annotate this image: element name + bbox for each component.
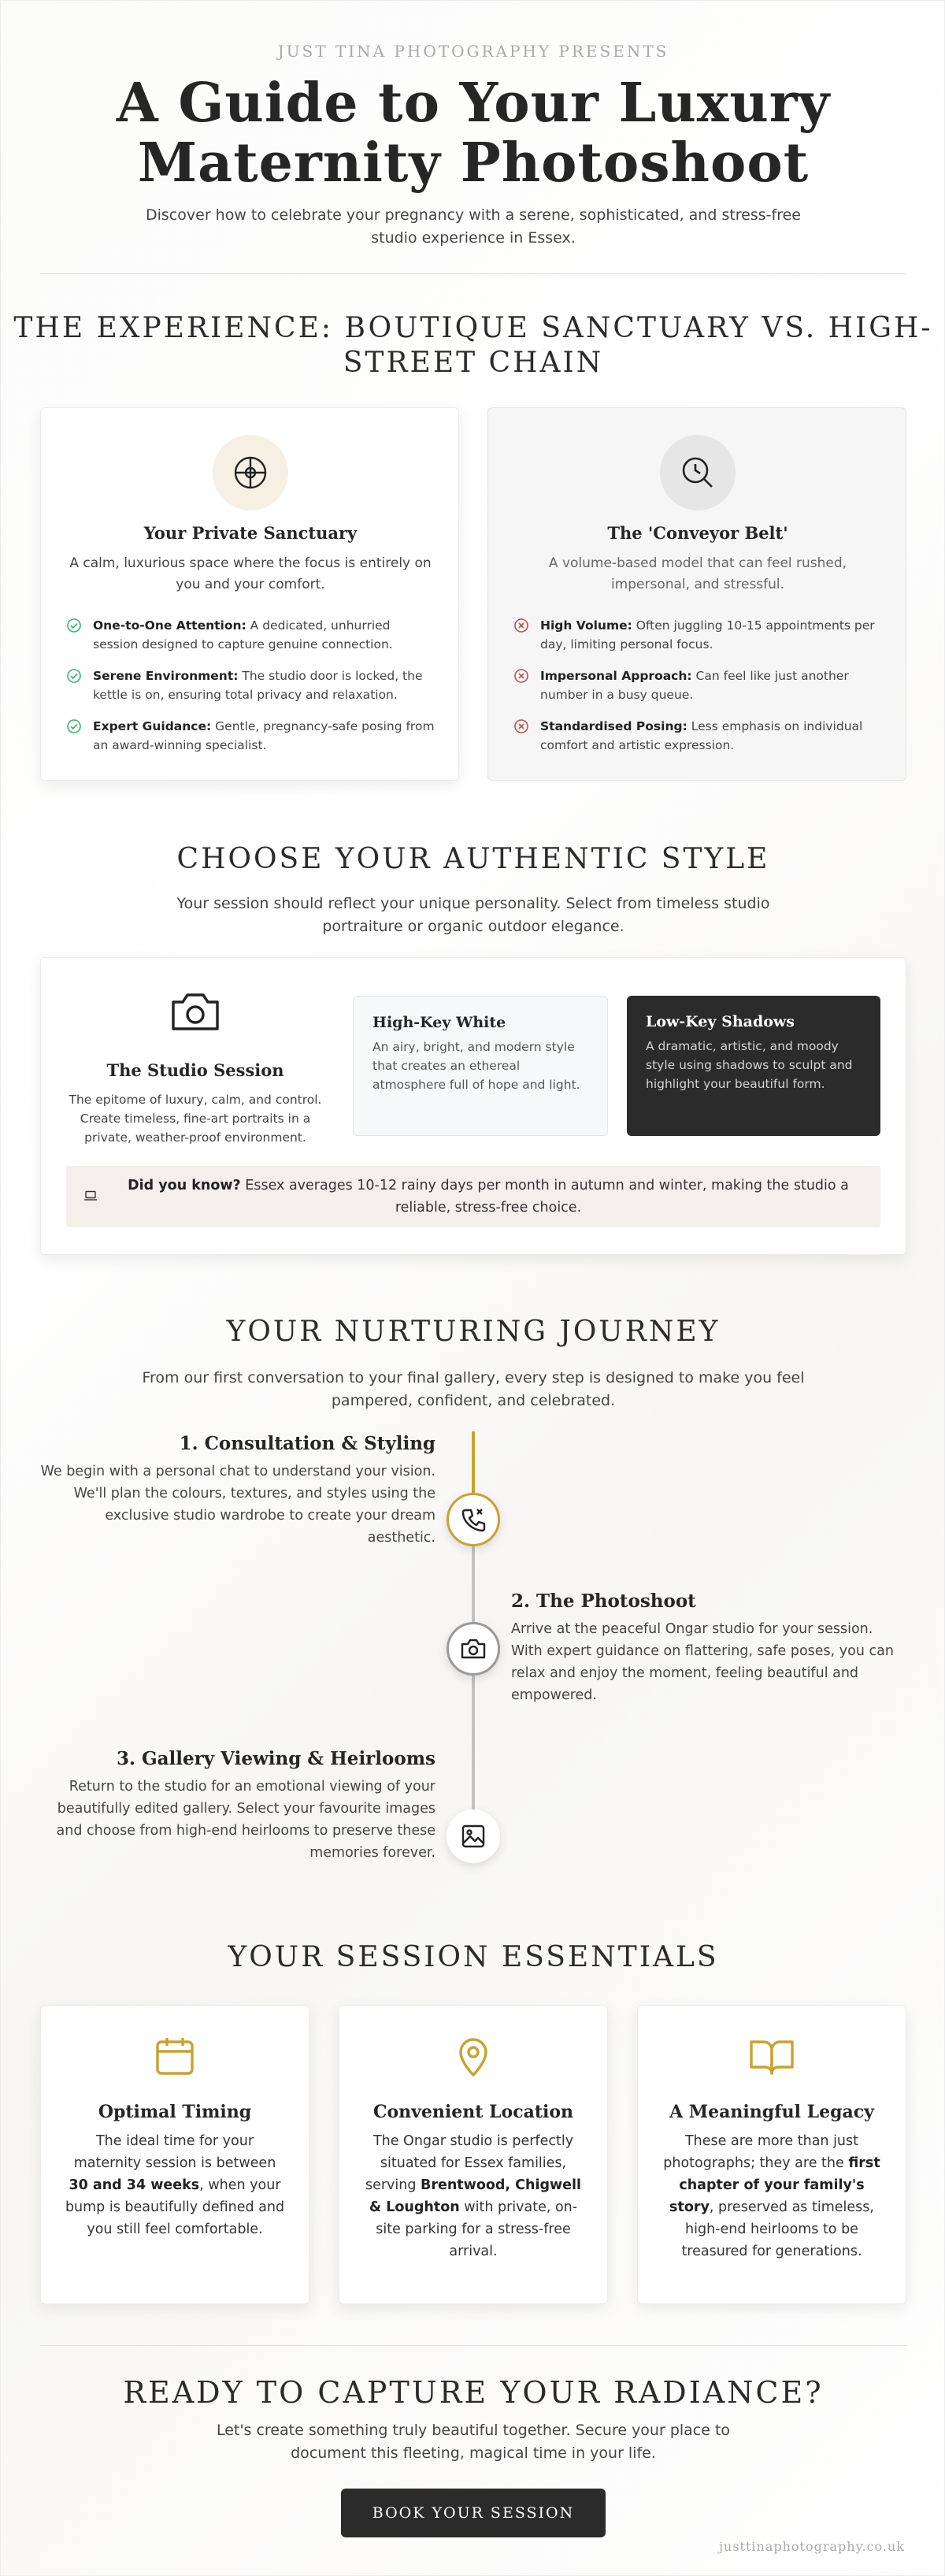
cta-sub-line2: document this fleeting, magical time in your life. [291,2444,656,2462]
did-you-know-note [66,1166,880,1227]
journey-sub-line2: pampered, confident, and celebrated. [331,1392,616,1409]
studio-desc: The epitome of luxury, calm, and control. Create timeless, fine-art portraits in a private, weather-proof environment. [69,1093,322,1145]
x-circle-icon [513,618,529,654]
style-option-low-key[interactable] [627,996,880,1136]
x-circle-icon [513,668,529,704]
feature-text: Expert Guidance: Gentle, pregnancy-safe posing from an award-winning specialist. [93,719,435,752]
feature-item [66,666,436,704]
book-session-button[interactable]: BOOK YOUR SESSION [341,2489,606,2537]
essential-card-location [339,2005,608,2304]
option-desc: A dramatic, artistic, and moody style using shadows to sculpt and highlight your beautiful form. [646,1039,853,1091]
feature-item [66,616,436,654]
step-desc: Arrive at the peaceful Ongar studio for your session. With expert guidance on flattering, safe poses, you can relax and enjoy the moment, feeling beautiful and empowered. [511,1621,894,1703]
option-title: High-Key White [372,1014,506,1031]
essential-title: A Meaningful Legacy [669,2102,874,2122]
step-title: 2. The Photoshoot [511,1591,696,1612]
camera-icon [447,1622,500,1676]
style-sub-line1: Your session should reflect your unique personality. Select from timeless studio [176,895,770,912]
feature-item [513,666,884,704]
check-icon [66,718,82,755]
essential-desc: The ideal time for your maternity session is between 30 and 34 weeks, when your bump is beautifully defined and you still feel comfortable. [65,2133,285,2237]
camera-icon [169,988,222,1038]
experience-title-line2: STREET CHAIN [343,347,604,379]
book-icon [662,2034,882,2081]
footer-url[interactable]: justtinaphotography.co.uk [719,2539,905,2554]
style-panel [40,957,906,1255]
check-icon [66,668,82,704]
style-sub-line2: portraiture or organic outdoor elegance. [322,918,624,935]
laptop-icon [83,1190,113,1204]
essential-title: Convenient Location [372,2102,574,2122]
journey-sub [119,1367,828,1412]
style-option-high-key[interactable] [353,996,608,1136]
essential-title: Optimal Timing [98,2102,252,2122]
journey-title: YOUR NURTURING JOURNEY [226,1316,721,1348]
x-circle-icon [513,718,529,755]
conveyor-title: The 'Conveyor Belt' [607,523,788,543]
essentials-title: YOUR SESSION ESSENTIALS [228,1941,719,1973]
journey-sub-line1: From our first conversation to your final gallery, every step is designed to make you feel [142,1369,805,1386]
header-lead [119,204,828,250]
journey-step-3 [40,1748,435,1864]
studio-title: The Studio Session [106,1060,284,1080]
sanctuary-card [40,407,459,781]
divider [40,273,906,274]
journey-step-1 [40,1433,435,1549]
cta-sub-line1: Let's create something truly beautiful together. Secure your place to [216,2422,731,2439]
note-text: Did you know? Essex averages 10-12 rainy days per month in autumn and winter, making the studio a reliable, stress-free choice. [128,1178,849,1216]
option-title: Low-Key Shadows [646,1013,795,1030]
experience-title-line1: THE EXPERIENCE: BOUTIQUE SANCTUARY VS. HIGH- [13,312,933,344]
page-title-line2: Maternity Photoshoot [137,132,810,195]
calendar-icon [65,2034,285,2081]
feature-text: Serene Environment: The studio door is locked, the kettle is on, ensuring total privacy and relaxation. [93,669,423,702]
essential-desc: These are more than just photographs; they are the first chapter of your family's story, preserved as timeless, high-end heirlooms to be treasured for generations. [663,2133,880,2259]
aperture-icon [213,435,288,510]
essential-desc: The Ongar studio is perfectly situated for Essex families, serving Brentwood, Chigwell & Loughton with private, on-site parking for a stress-free arrival. [365,2133,582,2259]
feature-text: One-to-One Attention: A dedicated, unhurried session designed to capture genuine connection. [93,618,393,651]
style-sub [119,893,828,938]
essential-card-timing [40,2005,309,2304]
header-lead-line2: studio experience in Essex. [371,229,576,247]
search-clock-icon [660,435,736,510]
header-lead-line1: Discover how to celebrate your pregnancy with a serene, sophisticated, and stress-free [146,206,801,224]
cta-title: READY TO CAPTURE YOUR RADIANCE? [123,2375,824,2410]
feature-text: Standardised Posing: Less emphasis on individual comfort and artistic expression. [540,719,863,752]
conveyor-features [513,616,884,755]
experience-title [1,311,945,380]
step-desc: Return to the studio for an emotional viewing of your beautifully edited gallery. Select your favourite images and choose from high-end heirlooms to preserve these memories forever. [56,1779,435,1861]
step-title: 1. Consultation & Styling [179,1433,435,1454]
sanctuary-desc: A calm, luxurious space where the focus is entirely on you and your comfort. [69,555,432,592]
timeline-line [472,1518,475,1850]
option-desc: An airy, bright, and modern style that creates an ethereal atmosphere full of hope and light. [372,1040,580,1092]
map-pin-icon [363,2034,584,2081]
feature-item [513,616,884,654]
style-title: CHOOSE YOUR AUTHENTIC STYLE [176,843,770,875]
essential-card-legacy [637,2005,906,2304]
sanctuary-features [66,616,436,755]
phone-icon [447,1493,500,1546]
feature-item [66,717,436,755]
step-desc: We begin with a personal chat to understand your vision. We'll plan the colours, textures, and styles using the exclusive studio wardrobe to create your dream aesthetic. [40,1464,435,1546]
divider [40,2345,906,2346]
sanctuary-title: Your Private Sanctuary [143,523,358,543]
header-kicker: JUST TINA PHOTOGRAPHY PRESENTS [277,42,669,61]
cta-sub [119,2419,828,2465]
image-icon [447,1810,500,1863]
page-title-line1: A Guide to Your Luxury [116,72,831,135]
page-title [1,73,945,193]
conveyor-card [487,407,906,781]
step-title: 3. Gallery Viewing & Heirlooms [116,1748,435,1769]
feature-text: Impersonal Approach: Can feel like just another number in a busy queue. [540,669,849,702]
journey-step-2 [511,1591,906,1706]
feature-item [513,717,884,755]
feature-text: High Volume: Often juggling 10-15 appointments per day, limiting personal focus. [540,618,875,651]
check-icon [66,618,82,654]
conveyor-desc: A volume-based model that can feel rushed, impersonal, and stressful. [548,555,847,592]
